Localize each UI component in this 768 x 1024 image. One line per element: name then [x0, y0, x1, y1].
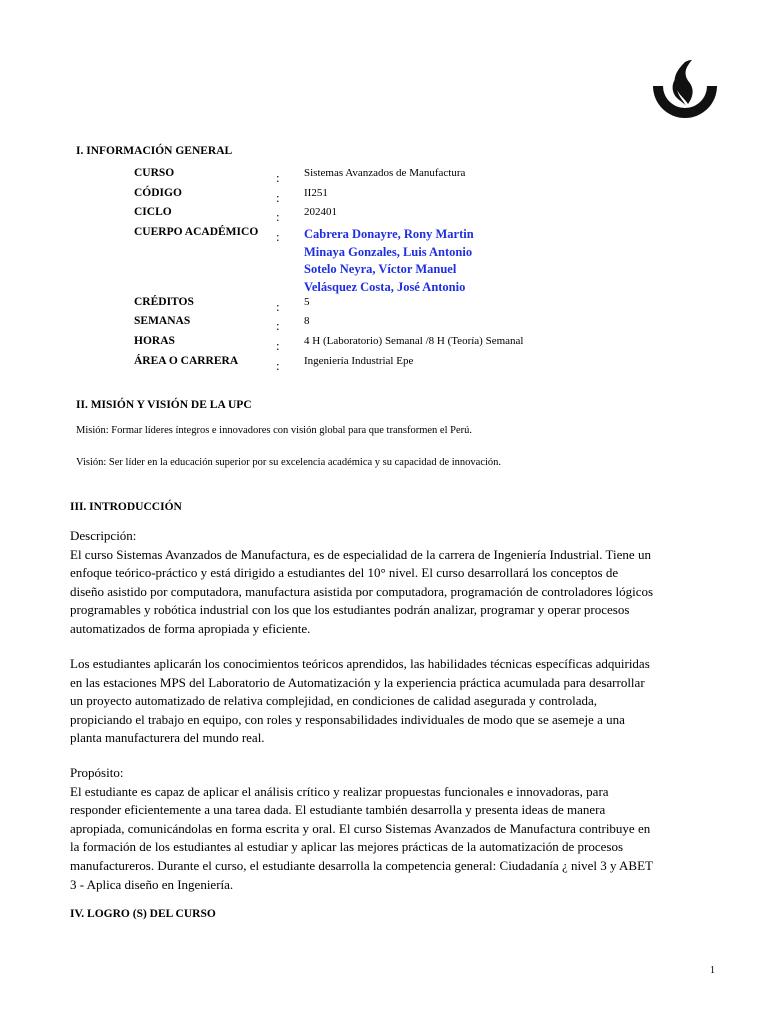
proposito-label: Propósito: [70, 765, 124, 780]
text-line: apropiada, comunicándolas en forma escrita y oral. El curso Sistemas Avanzados de Manufactura contribuye en [70, 820, 651, 836]
row-value: 202401 [304, 206, 337, 218]
info-row-semanas [0, 315, 768, 333]
row-value: Ingeniería Industrial Epe [304, 355, 414, 367]
text-line: diseño asistido por computadora, manufactura asistida por computadora, programación de controladores lógicos [70, 583, 654, 599]
descripcion-paragraph [70, 527, 653, 639]
info-row-codigo [0, 187, 768, 205]
mision-text: Misión: Formar líderes íntegros e innovadores con visión global para que transformen el Perú. [76, 425, 472, 436]
info-row-creditos [0, 296, 768, 314]
row-label: SEMANAS [134, 315, 191, 327]
info-row-horas [0, 335, 768, 353]
row-value: II251 [304, 187, 328, 199]
row-value: 8 [304, 315, 310, 327]
row-colon: : [276, 209, 280, 224]
text-line: enfoque teórico-práctico y está dirigido a estudiantes del 10° nivel. El curso desarrollará los conceptos de [70, 565, 619, 581]
faculty-member: Minaya Gonzales, Luis Antonio [304, 244, 473, 259]
info-row-ciclo [0, 206, 768, 224]
faculty-member: Velásquez Costa, José Antonio [304, 280, 466, 295]
info-row-curso [0, 167, 768, 185]
page-number: 1 [710, 965, 715, 976]
faculty-member: Cabrera Donayre, Rony Martin [304, 227, 474, 241]
row-label: HORAS [134, 335, 175, 347]
text-line: automatizados de forma apropiada y eficiente. [70, 620, 311, 636]
text-line: la formación de los estudiantes al estudiar y aplicar las mejores prácticas de la automatización de procesos [70, 839, 624, 855]
section-1-title: I. INFORMACIÓN GENERAL [76, 145, 233, 157]
row-colon: : [276, 358, 280, 373]
row-label: ÁREA O CARRERA [134, 355, 239, 367]
row-label: CRÉDITOS [134, 296, 194, 308]
row-label: CICLO [134, 206, 172, 218]
text-line: Los estudiantes aplicarán los conocimientos teóricos aprendidos, las habilidades técnicas específicas adquiridas [70, 656, 650, 671]
text-line: manufactureros. Durante el curso, el estudiante desarrolla la competencia general: Ciudadanía ¿ nivel 3 y ABET [70, 857, 653, 873]
text-line: El curso Sistemas Avanzados de Manufactura, es de especialidad de la carrera de Ingeniería Industrial. Tiene un [70, 546, 651, 562]
text-line: planta manufacturera del mundo real. [70, 730, 265, 746]
row-label: CUERPO ACADÉMICO [134, 226, 259, 238]
row-label: CÓDIGO [134, 187, 182, 199]
laboratorio-paragraph [70, 655, 653, 748]
vision-text: Visión: Ser líder en la educación superior por su excelencia académica y su capacidad de innovación. [76, 457, 502, 468]
row-value: 4 H (Laboratorio) Semanal /8 H (Teoría) Semanal [304, 335, 524, 347]
text-line: El estudiante es capaz de aplicar el análisis crítico y realizar propuestas funcionales e innovadoras, para [70, 783, 609, 799]
proposito-paragraph [70, 764, 653, 894]
faculty-list [304, 226, 474, 297]
row-value: Sistemas Avanzados de Manufactura [304, 167, 466, 179]
row-colon: : [276, 318, 280, 333]
section-4-title: IV. LOGRO (S) DEL CURSO [70, 908, 216, 920]
row-colon: : [276, 170, 280, 185]
text-line: 3 - Aplica diseño en Ingeniería. [70, 876, 234, 892]
section-2-title: II. MISIÓN Y VISIÓN DE LA UPC [76, 399, 252, 411]
upc-logo-icon [650, 58, 720, 122]
row-label: CURSO [134, 167, 175, 179]
descripcion-label: Descripción: [70, 528, 137, 543]
text-line: un proyecto automatizado de relativa complejidad, en condiciones de calidad asegurada y controlada, [70, 693, 598, 709]
row-colon: : [276, 190, 280, 205]
text-line: propiciando el trabajo en equipo, con roles y responsabilidades individuales de modo que se asemeje a una [70, 711, 625, 727]
info-row-area [0, 355, 768, 373]
faculty-member: Sotelo Neyra, Víctor Manuel [304, 262, 457, 277]
row-value: 5 [304, 296, 310, 308]
row-colon: : [276, 299, 280, 314]
row-colon: : [276, 229, 280, 244]
text-line: responder eficientemente a una tarea dada. El estudiante también desarrolla y presenta ideas de manera [70, 802, 606, 818]
text-line: programables y robótica industrial con los que los estudiantes podrán analizar, programar y operar procesos [70, 602, 630, 618]
text-line: en las estaciones MPS del Laboratorio de Automatización y la experiencia práctica acumulada para desarrollar [70, 674, 645, 690]
section-3-title: III. INTRODUCCIÓN [70, 501, 182, 513]
row-colon: : [276, 338, 280, 353]
